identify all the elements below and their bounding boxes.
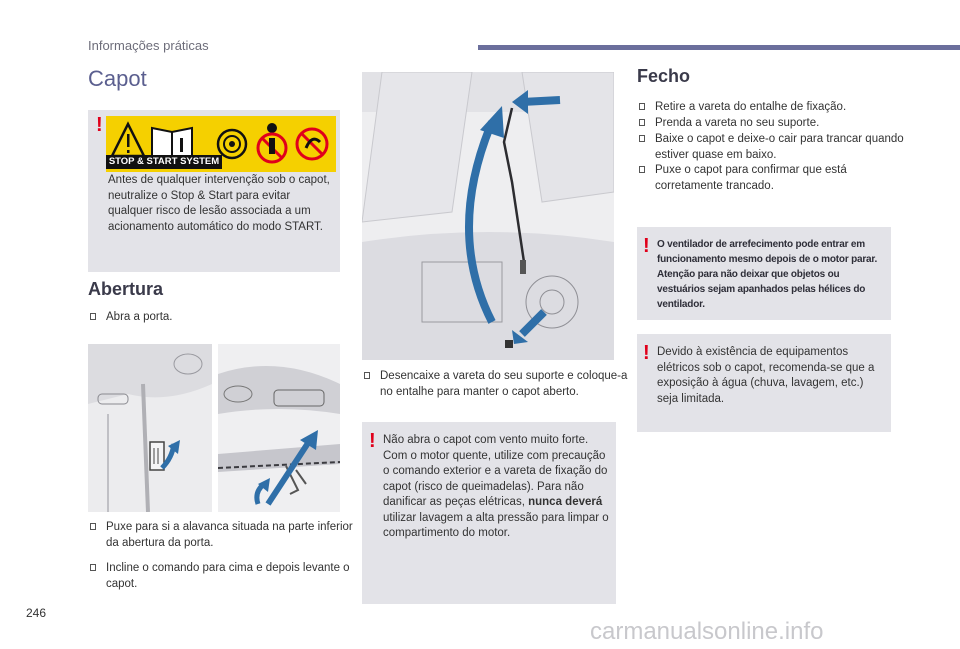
header-bar [478, 45, 960, 50]
stop-start-warning-box [88, 110, 340, 272]
watermark: carmanualsonline.info [590, 618, 824, 645]
wind-heat-warning-text: Não abra o capot com vento muito forte. Com o motor quente, utilize com precaução o comando exterior e a vareta de fixação do capot (risco de queimadelas). Para não danificar as peças elétricas, nunca deverá utilizar lavagem a alta pressão para limpar o compartimento do motor. [383, 434, 609, 539]
electric-warning-box [637, 334, 891, 432]
fan-warning-box [637, 227, 891, 320]
electric-warning-text: Devido à existência de equipamentos elétricos sob o capot, recomenda-se que a exposição à água (chuva, lavagem, etc.) seja limitada. [657, 346, 875, 405]
middle-step: Desencaixe a vareta do seu suporte e coloque-a no entalhe para manter o capot aberto. [362, 369, 628, 400]
stop-start-label: STOP & START SYSTEM [106, 155, 222, 169]
section-title-fecho: Fecho [637, 66, 691, 86]
section-title-abertura: Abertura [88, 279, 164, 299]
fecho-step-4: Puxe o capot para confirmar que está corretamente trancado. [637, 163, 905, 194]
fecho-step-2: Prenda a vareta no seu suporte. [637, 116, 905, 132]
section-header: Informações práticas [88, 38, 209, 53]
photo-engine-bay [362, 72, 614, 360]
warning-mark: ! [643, 235, 650, 257]
wind-heat-warning-box [362, 422, 616, 604]
photo-hood-front [218, 344, 340, 512]
warning-mark: ! [369, 430, 376, 452]
page-title: Capot [88, 66, 147, 91]
page-number: 246 [26, 606, 47, 620]
stop-start-text: Antes de qualquer intervenção sob o capot, neutralize o Stop & Start para evitar qualquer risco de lesão associada a um acionamento automático do modo START. [108, 174, 330, 233]
abertura-step-2: Puxe para si a alavanca situada na parte inferior da abertura da porta. [88, 520, 356, 551]
fecho-step-3: Baixe o capot e deixe-o cair para trancar quando estiver quase em baixo. [637, 132, 905, 163]
abertura-step-1: Abra a porta. [88, 310, 356, 326]
photo-door-lever [88, 344, 212, 512]
warning-mark: ! [96, 114, 103, 136]
fan-warning-text: O ventilador de arrefecimento pode entrar em funcionamento mesmo depois de o motor parar. Atenção para não deixar que objetos ou vestuários sejam apanhados pelas hélices do ventilador. [657, 239, 878, 310]
warning-mark: ! [643, 342, 650, 364]
fecho-step-1: Retire a vareta do entalhe de fixação. [637, 100, 905, 116]
abertura-step-3: Incline o comando para cima e depois levante o capot. [88, 561, 356, 592]
